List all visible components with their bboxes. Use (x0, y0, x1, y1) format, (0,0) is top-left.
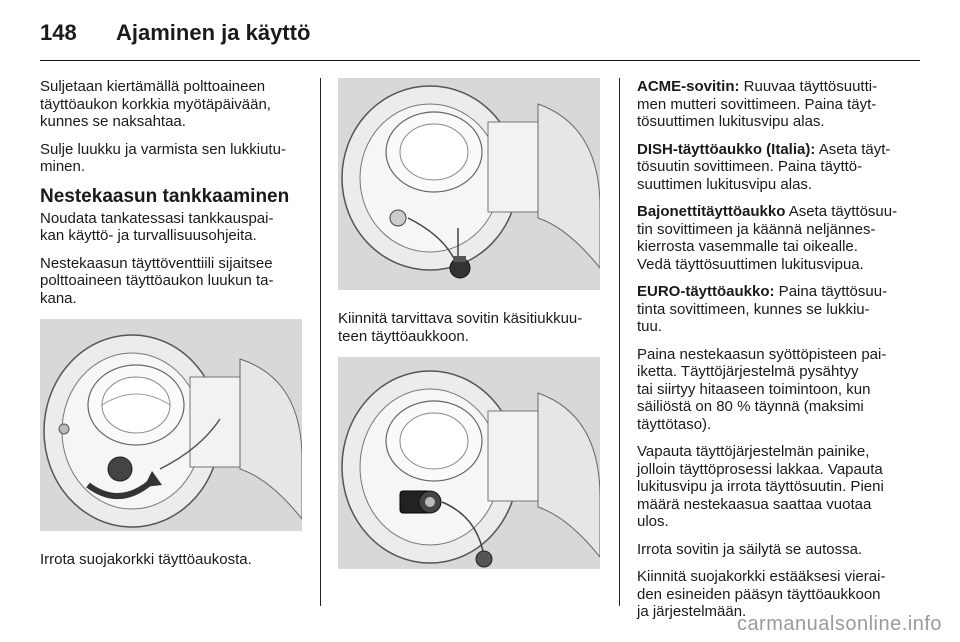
paragraph-dish-filler: DISH-täyttöaukko (Italia): Aseta täyt- tösuutin sovittimeen. Paina täyttö- suuttimen lukitusvipu alas. (637, 140, 891, 193)
paragraph-lpg-valve-location: Nestekaasun täyttöventtiili sijaitsee polttoaineen täyttöaukon luukun ta- kana. (40, 254, 274, 307)
column-1 (40, 78, 304, 579)
paragraph-press-button: Paina nestekaasun syöttöpisteen pai- iketta. Täyttöjärjestelmä pysähtyy tai siirtyy hitaaseen toimintoon, kun säiliöstä on 80 % täynnä (maksimi täyttötaso). (637, 345, 887, 433)
watermark: carmanualsonline.info (736, 613, 942, 635)
column-3 (637, 78, 919, 631)
column-divider-1 (320, 78, 321, 606)
caption-attach-adapter: Kiinnitä tarvittava sovitin käsitiukkuu- teen täyttöaukkoon. (338, 310, 583, 345)
column-2 (338, 78, 602, 581)
paragraph-release-button: Vapauta täyttöjärjestelmän painike, jolloin täyttöprosessi lakkaa. Vapauta lukitusvipu ja irrota täyttösuutin. Pieni määrä nestekaasua saattaa vuotaa ulos. (637, 443, 884, 530)
page-number: 148 (40, 20, 77, 45)
paragraph-euro-filler: EURO-täyttöaukko: Paina täyttösuu- tinta sovittimeen, kunnes se lukkiu- tuu. (637, 283, 888, 335)
paragraph-acme-adapter: ACME-sovitin: Ruuvaa täyttösuutti- men mutteri sovittimeen. Paina täyt- tösuuttimen lukitusvipu alas. (637, 78, 878, 130)
header-divider (40, 60, 920, 61)
term-acme: ACME-sovitin: (637, 78, 740, 95)
page-header (40, 18, 920, 48)
paragraph-closing-cap: Suljetaan kiertämällä polttoaineen täyttöaukon korkkia myötäpäivään, kunnes se naksahtaa. (40, 78, 271, 130)
section-heading-lpg: Nestekaasun tankkaaminen (40, 185, 290, 207)
column-divider-2 (619, 78, 620, 606)
paragraph-store-adapter: Irrota sovitin ja säilytä se autossa. (637, 540, 863, 558)
term-euro: EURO-täyttöaukko: (637, 283, 775, 300)
illustration-adapter-on-filler (338, 78, 600, 290)
paragraph-lpg-instructions: Noudata tankatessasi tankkauspai- kan käyttö- ja turvallisuusohjeita. (40, 209, 274, 244)
paragraph-close-flap: Sulje luukku ja varmista sen lukkiutu- minen. (40, 140, 286, 175)
paragraph-attach-cap: Kiinnitä suojakorkki estääksesi vierai- den esineiden pääsyn täyttöaukkoon ja järjestelmään. (637, 568, 886, 620)
page-title: Ajaminen ja käyttö (116, 20, 311, 45)
term-dish: DISH-täyttöaukko (Italia): (637, 140, 816, 158)
illustration-adapter-attached (338, 357, 600, 569)
term-bayonet: Bajonettitäyttöaukko (637, 203, 786, 220)
paragraph-bayonet-filler: Bajonettitäyttöaukko Aseta täyttösuu- tin sovittimeen ja käännä neljännes- kierrosta vasemmalle tai oikealle. Vedä täyttösuuttimen lukitusvipua. (637, 203, 898, 273)
caption-remove-cap: Irrota suojakorkki täyttöaukosta. (40, 551, 252, 568)
illustration-remove-cap (40, 319, 302, 531)
